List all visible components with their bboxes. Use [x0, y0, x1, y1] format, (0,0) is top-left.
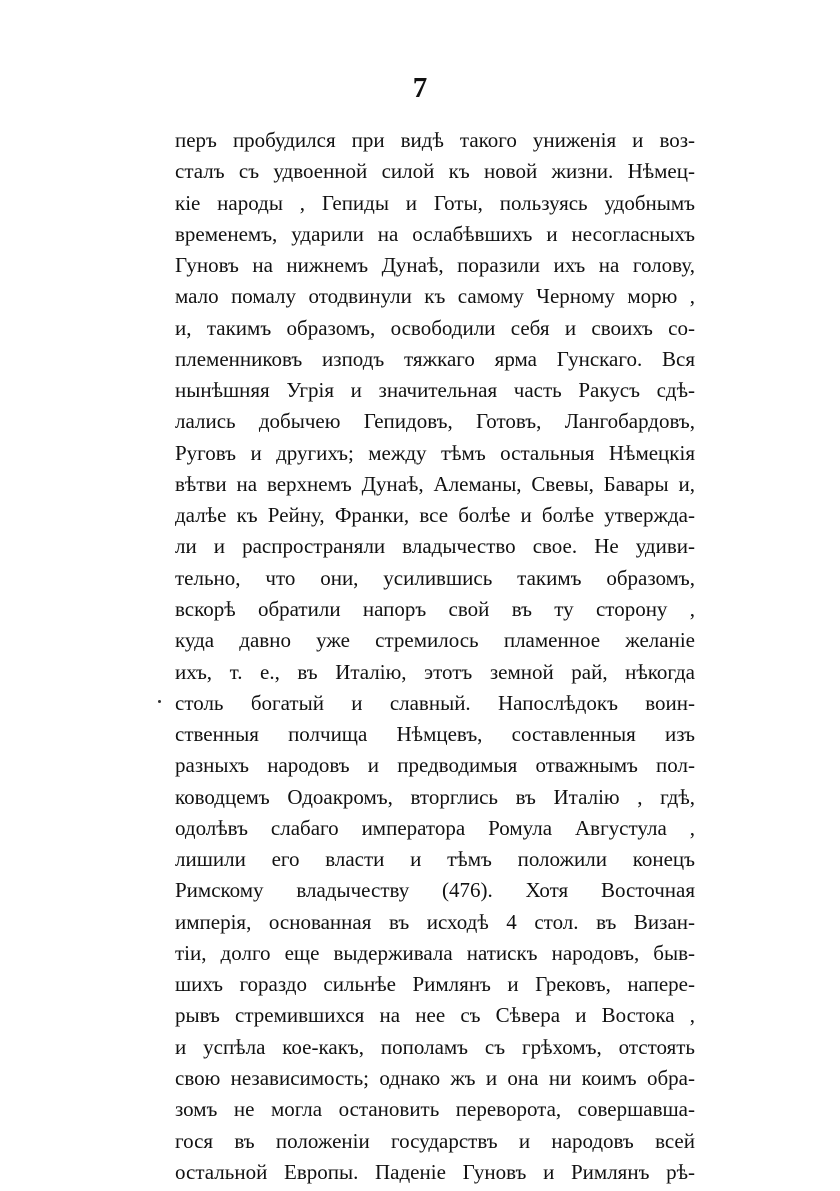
text-line: зомъ не могла остановить переворота, совершавша-: [175, 1097, 695, 1122]
text-line: вскорѣ обратили напоръ свой въ ту сторону ,: [175, 596, 695, 621]
text-line: разныхъ народовъ и предводимыя отважнымъ пол-: [175, 753, 695, 778]
text-line: ли и распространяли владычество свое. Не удиви-: [175, 534, 695, 559]
text-line: шихъ гораздо сильнѣе Римлянъ и Грековъ, напере-: [175, 972, 695, 997]
text-line: одолѣвъ слабаго императора Ромула Августула ,: [175, 815, 695, 840]
margin-mark: [158, 700, 161, 703]
text-line: лались добычею Гепидовъ, Готовъ, Лангобардовъ,: [175, 409, 695, 434]
text-line: вѣтви на верхнемъ Дунаѣ, Алеманы, Свевы, Бавары и,: [175, 471, 695, 496]
text-line: имперія, основанная въ исходѣ 4 стол. въ Визан-: [175, 909, 695, 934]
text-line: лишили его власти и тѣмъ положили конецъ: [175, 847, 695, 872]
text-line: мало помалу отодвинули къ самому Черному морю ,: [175, 284, 695, 309]
text-line: гося въ положеніи государствъ и народовъ всей: [175, 1128, 695, 1153]
text-line: и, такимъ образомъ, освободили себя и своихъ со-: [175, 315, 695, 340]
text-line: ственныя полчища Нѣмцевъ, составленныя изъ: [175, 722, 695, 747]
text-line: ихъ, т. е., въ Италію, этотъ земной рай, нѣкогда: [175, 659, 695, 684]
text-line: тельно, что они, усилившись такимъ образомъ,: [175, 565, 695, 590]
page-number: 7: [412, 72, 428, 104]
text-line: рывъ стремившихся на нее съ Сѣвера и Востока ,: [175, 1003, 695, 1028]
text-line: куда давно уже стремилось пламенное желаніе: [175, 628, 695, 653]
text-line: далѣе къ Рейну, Франки, все болѣе и болѣе утвержда-: [175, 503, 695, 528]
text-line: ководцемъ Одоакромъ, вторглись въ Италію , гдѣ,: [175, 784, 695, 809]
body-text: [175, 125, 695, 1188]
text-line: Руговъ и другихъ; между тѣмъ остальныя Нѣмецкія: [175, 440, 695, 465]
text-line: Римскому владычеству (476). Хотя Восточная: [175, 878, 695, 903]
text-line: сталъ съ удвоенной силой къ новой жизни. Нѣмец-: [175, 159, 695, 184]
text-line: временемъ, ударили на ослабѣвшихъ и несогласныхъ: [175, 221, 695, 246]
text-line: нынѣшняя Угрія и значительная часть Ракусъ сдѣ-: [175, 378, 695, 403]
text-line: столь богатый и славный. Напослѣдокъ воин-: [175, 690, 695, 715]
text-line: тіи, долго еще выдерживала натискъ народовъ, быв-: [175, 940, 695, 965]
text-line: племенниковъ изподъ тяжкаго ярма Гунскаго. Вся: [175, 346, 695, 371]
text-line: остальной Европы. Паденіе Гуновъ и Римлянъ рѣ-: [175, 1159, 695, 1184]
text-line: свою независимость; однако жъ и она ни коимъ обра-: [175, 1065, 695, 1090]
text-line: кіе народы , Гепиды и Готы, пользуясь удобнымъ: [175, 190, 695, 215]
text-line: перъ пробудился при видѣ такого униженія и воз-: [175, 128, 695, 152]
text-line: и успѣла кое-какъ, пополамъ съ грѣхомъ, отстоять: [175, 1034, 695, 1059]
text-line: Гуновъ на нижнемъ Дунаѣ, поразили ихъ на голову,: [175, 253, 695, 278]
